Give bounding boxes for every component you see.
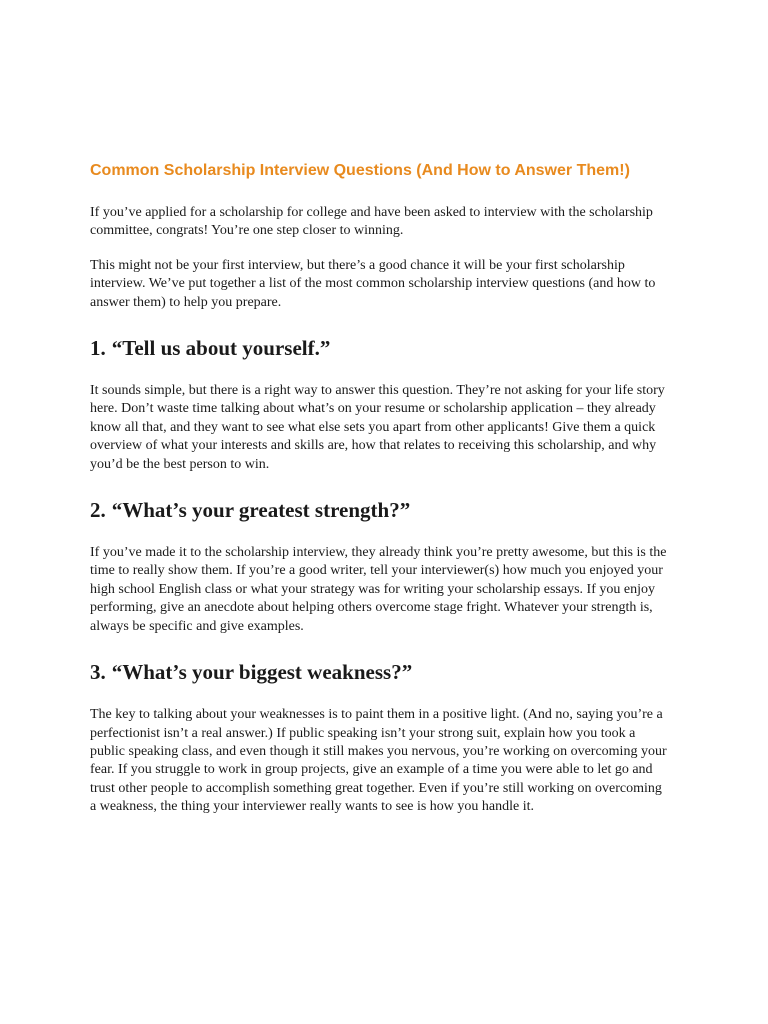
intro-paragraph: This might not be your first interview, but there’s a good chance it will be your first scholarship interview. We’ve put together a list of the most common scholarship interview questions (and how to answer them) to help you prepare. bbox=[90, 257, 656, 310]
question-number: 2. bbox=[90, 498, 106, 523]
question-text: “What’s your biggest weakness?” bbox=[111, 660, 413, 685]
question-text: “What’s your greatest strength?” bbox=[111, 498, 411, 523]
document-title: Common Scholarship Interview Questions (And How to Answer Them!) bbox=[90, 162, 630, 179]
answer-paragraph-1: It sounds simple, but there is a right way to answer this question. They’re not asking for your life story here. Don’t waste time talking about what’s on your resume or scholarship application – they already know all that, and they want to see what else sets you apart from other applicants! Give them a quick overview of what your interests and skills are, how that relates to receiving this scholarship, and why you’d be the best person to win. bbox=[90, 383, 665, 472]
question-heading-2 bbox=[90, 497, 658, 523]
question-number: 1. bbox=[90, 336, 106, 361]
question-heading-1 bbox=[90, 335, 658, 361]
question-number: 3. bbox=[90, 660, 106, 685]
question-text: “Tell us about yourself.” bbox=[111, 336, 331, 361]
answer-paragraph-3: The key to talking about your weaknesses is to paint them in a positive light. (And no, saying you’re a perfectionist isn’t a real answer.) If public speaking isn’t your strong suit, explain how you took a public speaking class, and even though it still makes you nervous, you’re working on overcoming your fear. If you struggle to work in group projects, give an example of a time you were able to let go and trust other people to accomplish something great together. Even if you’re still working on overcoming a weakness, the thing your interviewer really wants to see is how you handle it. bbox=[90, 707, 667, 815]
answer-paragraph-2: If you’ve made it to the scholarship interview, they already think you’re pretty awesome, but this is the time to really show them. If you’re a good writer, tell your interviewer(s) how much you enjoyed your high school English class or what your strategy was for writing your scholarship essays. If you enjoy performing, give an anecdote about helping others overcome stage fright. Whatever your strength is, always be specific and give examples. bbox=[90, 545, 667, 634]
intro-paragraph: If you’ve applied for a scholarship for college and have been asked to interview with the scholarship committee, congrats! You’re one step closer to winning. bbox=[90, 205, 653, 239]
question-heading-3 bbox=[90, 659, 658, 685]
